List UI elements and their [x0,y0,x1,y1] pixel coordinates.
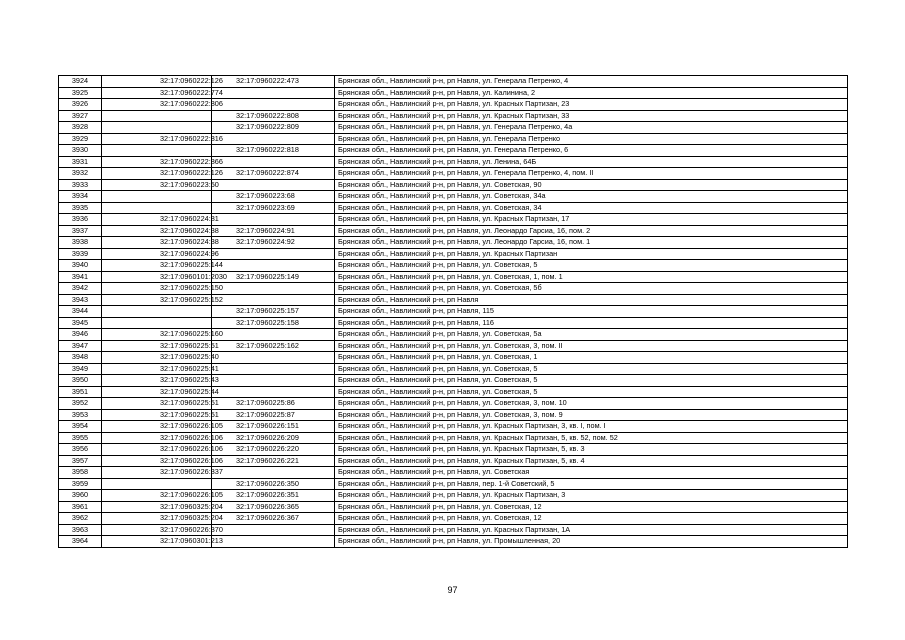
cadastral-number-cell: 32:17:0960222:866 [102,156,212,168]
table-row [59,191,848,203]
cadastral-number-cell: 32:17:0960225:152 [102,294,212,306]
address-cell: Брянская обл., Навлинский р-н, рп Навля, ул. Леонардо Гарсиа, 16, пом. 1 [335,237,848,249]
related-cadastral-number-cell: 32:17:0960226:151 [212,421,335,433]
table-row [59,478,848,490]
address-cell: Брянская обл., Навлинский р-н, рп Навля, 115 [335,306,848,318]
cadastral-number-cell: 32:17:0960225:51 [102,398,212,410]
row-number-cell: 3955 [59,432,102,444]
table-row [59,248,848,260]
related-cadastral-number-cell [212,156,335,168]
related-cadastral-number-cell [212,536,335,548]
related-cadastral-number-cell [212,375,335,387]
related-cadastral-number-cell [212,99,335,111]
cadastral-number-cell: 32:17:0960226:370 [102,524,212,536]
related-cadastral-number-cell: 32:17:0960222:473 [212,76,335,88]
cadastral-number-cell: 32:17:0960225:144 [102,260,212,272]
row-number-cell: 3958 [59,467,102,479]
row-number-cell: 3959 [59,478,102,490]
related-cadastral-number-cell: 32:17:0960225:87 [212,409,335,421]
row-number-cell: 3952 [59,398,102,410]
row-number-cell: 3956 [59,444,102,456]
related-cadastral-number-cell: 32:17:0960226:351 [212,490,335,502]
address-cell: Брянская обл., Навлинский р-н, рп Навля, ул. Советская, 12 [335,501,848,513]
table-row [59,214,848,226]
row-number-cell: 3950 [59,375,102,387]
table-row [59,306,848,318]
table-row [59,260,848,272]
related-cadastral-number-cell: 32:17:0960222:874 [212,168,335,180]
cadastral-number-cell: 32:17:0960222:126 [102,76,212,88]
row-number-cell: 3940 [59,260,102,272]
cadastral-number-cell: 32:17:0960224:96 [102,248,212,260]
cadastral-number-cell: 32:17:0960222:806 [102,99,212,111]
table-row [59,363,848,375]
row-number-cell: 3929 [59,133,102,145]
row-number-cell: 3942 [59,283,102,295]
related-cadastral-number-cell: 32:17:0960226:220 [212,444,335,456]
address-cell: Брянская обл., Навлинский р-н, рп Навля, ул. Советская, 5 [335,375,848,387]
table-row [59,145,848,157]
related-cadastral-number-cell: 32:17:0960222:809 [212,122,335,134]
cadastral-number-cell: 32:17:0960325:204 [102,513,212,525]
table-row [59,179,848,191]
row-number-cell: 3945 [59,317,102,329]
address-cell: Брянская обл., Навлинский р-н, рп Навля, ул. Советская, 12 [335,513,848,525]
cadastral-number-cell [102,110,212,122]
address-cell: Брянская обл., Навлинский р-н, рп Навля, ул. Красных Партизан, 33 [335,110,848,122]
related-cadastral-number-cell [212,329,335,341]
row-number-cell: 3928 [59,122,102,134]
row-number-cell: 3960 [59,490,102,502]
row-number-cell: 3927 [59,110,102,122]
table-row [59,467,848,479]
cadastral-number-cell: 32:17:0960226:106 [102,455,212,467]
table-row [59,99,848,111]
row-number-cell: 3962 [59,513,102,525]
row-number-cell: 3954 [59,421,102,433]
table-row [59,375,848,387]
row-number-cell: 3938 [59,237,102,249]
row-number-cell: 3925 [59,87,102,99]
related-cadastral-number-cell: 32:17:0960226:367 [212,513,335,525]
row-number-cell: 3946 [59,329,102,341]
address-cell: Брянская обл., Навлинский р-н, рп Навля, пер. 1-й Советский, 5 [335,478,848,490]
related-cadastral-number-cell: 32:17:0960226:365 [212,501,335,513]
row-number-cell: 3943 [59,294,102,306]
table-row [59,432,848,444]
table-row [59,283,848,295]
related-cadastral-number-cell: 32:17:0960225:86 [212,398,335,410]
related-cadastral-number-cell [212,386,335,398]
cadastral-number-cell [102,306,212,318]
cadastral-number-cell: 32:17:0960226:106 [102,444,212,456]
cadastral-number-cell: 32:17:0960222:774 [102,87,212,99]
cadastral-number-cell: 32:17:0960225:51 [102,340,212,352]
row-number-cell: 3939 [59,248,102,260]
cadastral-number-cell: 32:17:0960225:40 [102,352,212,364]
related-cadastral-number-cell [212,87,335,99]
address-cell: Брянская обл., Навлинский р-н, рп Навля, ул. Советская, 90 [335,179,848,191]
table-row [59,340,848,352]
address-cell: Брянская обл., Навлинский р-н, рп Навля, ул. Калинина, 2 [335,87,848,99]
row-number-cell: 3961 [59,501,102,513]
cadastral-number-cell: 32:17:0960226:337 [102,467,212,479]
address-cell: Брянская обл., Навлинский р-н, рп Навля, ул. Советская [335,467,848,479]
address-cell: Брянская обл., Навлинский р-н, рп Навля, ул. Ленина, 64Б [335,156,848,168]
cadastral-number-cell: 32:17:0960224:38 [102,237,212,249]
address-cell: Брянская обл., Навлинский р-н, рп Навля, 116 [335,317,848,329]
table-row [59,536,848,548]
address-cell: Брянская обл., Навлинский р-н, рп Навля, ул. Советская, 3, пом. 9 [335,409,848,421]
cadastral-number-cell: 32:17:0960225:41 [102,363,212,375]
table-row [59,110,848,122]
table-row [59,156,848,168]
related-cadastral-number-cell: 32:17:0960224:92 [212,237,335,249]
cadastral-number-cell [102,202,212,214]
address-cell: Брянская обл., Навлинский р-н, рп Навля, ул. Красных Партизан [335,248,848,260]
address-cell: Брянская обл., Навлинский р-н, рп Навля, ул. Советская, 5 [335,386,848,398]
related-cadastral-number-cell: 32:17:0960223:68 [212,191,335,203]
table-row [59,513,848,525]
address-cell: Брянская обл., Навлинский р-н, рп Навля, ул. Красных Партизан, 3 [335,490,848,502]
cadastral-number-cell: 32:17:0960301:213 [102,536,212,548]
row-number-cell: 3949 [59,363,102,375]
cadastral-number-cell: 32:17:0960225:160 [102,329,212,341]
related-cadastral-number-cell [212,179,335,191]
table-row [59,122,848,134]
cadastral-number-cell [102,191,212,203]
table-row [59,409,848,421]
cadastral-number-cell: 32:17:0960222:816 [102,133,212,145]
table-row [59,317,848,329]
table-row [59,421,848,433]
table-row [59,455,848,467]
address-cell: Брянская обл., Навлинский р-н, рп Навля, ул. Генерала Петренко, 6 [335,145,848,157]
address-cell: Брянская обл., Навлинский р-н, рп Навля, ул. Красных Партизан, 23 [335,99,848,111]
table-row [59,490,848,502]
related-cadastral-number-cell [212,294,335,306]
row-number-cell: 3936 [59,214,102,226]
address-cell: Брянская обл., Навлинский р-н, рп Навля, ул. Красных Партизан, 17 [335,214,848,226]
related-cadastral-number-cell: 32:17:0960225:149 [212,271,335,283]
cadastral-number-cell: 32:17:0960226:106 [102,432,212,444]
cadastral-number-cell: 32:17:0960222:126 [102,168,212,180]
table-row [59,386,848,398]
related-cadastral-number-cell: 32:17:0960226:350 [212,478,335,490]
row-number-cell: 3930 [59,145,102,157]
row-number-cell: 3964 [59,536,102,548]
cadastral-number-cell: 32:17:0960225:150 [102,283,212,295]
related-cadastral-number-cell [212,214,335,226]
address-cell: Брянская обл., Навлинский р-н, рп Навля, ул. Советская, 5б [335,283,848,295]
address-cell: Брянская обл., Навлинский р-н, рп Навля, ул. Леонардо Гарсиа, 16, пом. 2 [335,225,848,237]
cadastral-number-cell: 32:17:0960224:38 [102,225,212,237]
row-number-cell: 3937 [59,225,102,237]
cadastral-number-cell: 32:17:0960325:204 [102,501,212,513]
address-cell: Брянская обл., Навлинский р-н, рп Навля, ул. Генерала Петренко [335,133,848,145]
row-number-cell: 3935 [59,202,102,214]
address-cell: Брянская обл., Навлинский р-н, рп Навля, ул. Генерала Петренко, 4а [335,122,848,134]
related-cadastral-number-cell [212,248,335,260]
table-row [59,329,848,341]
registry-table-body [59,76,848,548]
table-row [59,225,848,237]
table-row [59,352,848,364]
cadastral-number-cell: 32:17:0960224:81 [102,214,212,226]
related-cadastral-number-cell: 32:17:0960225:162 [212,340,335,352]
related-cadastral-number-cell [212,260,335,272]
cadastral-number-cell: 32:17:0960226:105 [102,421,212,433]
table-row [59,398,848,410]
related-cadastral-number-cell: 32:17:0960226:221 [212,455,335,467]
cadastral-number-cell [102,122,212,134]
table-row [59,202,848,214]
table-row [59,168,848,180]
address-cell: Брянская обл., Навлинский р-н, рп Навля, ул. Советская, 34а [335,191,848,203]
related-cadastral-number-cell [212,467,335,479]
table-row [59,87,848,99]
table-row [59,524,848,536]
row-number-cell: 3953 [59,409,102,421]
related-cadastral-number-cell: 32:17:0960222:818 [212,145,335,157]
address-cell: Брянская обл., Навлинский р-н, рп Навля, ул. Советская, 5 [335,363,848,375]
cadastral-number-cell [102,478,212,490]
cadastral-number-cell: 32:17:0960225:44 [102,386,212,398]
row-number-cell: 3947 [59,340,102,352]
address-cell: Брянская обл., Навлинский р-н, рп Навля, ул. Советская, 1, пом. 1 [335,271,848,283]
address-cell: Брянская обл., Навлинский р-н, рп Навля, ул. Красных Партизан, 5, кв. 52, пом. 52 [335,432,848,444]
related-cadastral-number-cell: 32:17:0960223:69 [212,202,335,214]
table-row [59,444,848,456]
row-number-cell: 3924 [59,76,102,88]
table-row [59,76,848,88]
related-cadastral-number-cell [212,283,335,295]
row-number-cell: 3948 [59,352,102,364]
address-cell: Брянская обл., Навлинский р-н, рп Навля, ул. Советская, 3, пом. 10 [335,398,848,410]
address-cell: Брянская обл., Навлинский р-н, рп Навля, ул. Советская, 5 [335,260,848,272]
table-row [59,271,848,283]
related-cadastral-number-cell: 32:17:0960226:209 [212,432,335,444]
address-cell: Брянская обл., Навлинский р-н, рп Навля [335,294,848,306]
cadastral-number-cell: 32:17:0960226:105 [102,490,212,502]
related-cadastral-number-cell [212,352,335,364]
address-cell: Брянская обл., Навлинский р-н, рп Навля, ул. Советская, 1 [335,352,848,364]
related-cadastral-number-cell: 32:17:0960222:808 [212,110,335,122]
address-cell: Брянская обл., Навлинский р-н, рп Навля, ул. Советская, 5а [335,329,848,341]
table-row [59,294,848,306]
cadastral-number-cell: 32:17:0960101:2030 [102,271,212,283]
address-cell: Брянская обл., Навлинский р-н, рп Навля, ул. Генерала Петренко, 4, пом. II [335,168,848,180]
row-number-cell: 3944 [59,306,102,318]
row-number-cell: 3931 [59,156,102,168]
address-cell: Брянская обл., Навлинский р-н, рп Навля, ул. Советская, 34 [335,202,848,214]
related-cadastral-number-cell [212,363,335,375]
related-cadastral-number-cell [212,524,335,536]
cadastral-number-cell: 32:17:0960225:51 [102,409,212,421]
related-cadastral-number-cell: 32:17:0960225:158 [212,317,335,329]
address-cell: Брянская обл., Навлинский р-н, рп Навля, ул. Генерала Петренко, 4 [335,76,848,88]
row-number-cell: 3932 [59,168,102,180]
row-number-cell: 3934 [59,191,102,203]
address-cell: Брянская обл., Навлинский р-н, рп Навля, ул. Советская, 3, пом. II [335,340,848,352]
row-number-cell: 3957 [59,455,102,467]
address-cell: Брянская обл., Навлинский р-н, рп Навля, ул. Красных Партизан, 5, кв. 4 [335,455,848,467]
table-row [59,133,848,145]
row-number-cell: 3951 [59,386,102,398]
related-cadastral-number-cell [212,133,335,145]
address-cell: Брянская обл., Навлинский р-н, рп Навля, ул. Красных Партизан, 5, кв. 3 [335,444,848,456]
table-row [59,237,848,249]
row-number-cell: 3941 [59,271,102,283]
address-cell: Брянская обл., Навлинский р-н, рп Навля, ул. Красных Партизан, 3, кв. I, пом. I [335,421,848,433]
cadastral-number-cell [102,317,212,329]
related-cadastral-number-cell: 32:17:0960224:91 [212,225,335,237]
page-number: 97 [447,585,458,595]
address-cell: Брянская обл., Навлинский р-н, рп Навля, ул. Красных Партизан, 1А [335,524,848,536]
related-cadastral-number-cell: 32:17:0960225:157 [212,306,335,318]
registry-table [58,75,848,548]
cadastral-number-cell: 32:17:0960223:50 [102,179,212,191]
row-number-cell: 3933 [59,179,102,191]
cadastral-number-cell [102,145,212,157]
cadastral-number-cell: 32:17:0960225:43 [102,375,212,387]
address-cell: Брянская обл., Навлинский р-н, рп Навля, ул. Промышленная, 20 [335,536,848,548]
row-number-cell: 3963 [59,524,102,536]
row-number-cell: 3926 [59,99,102,111]
table-row [59,501,848,513]
